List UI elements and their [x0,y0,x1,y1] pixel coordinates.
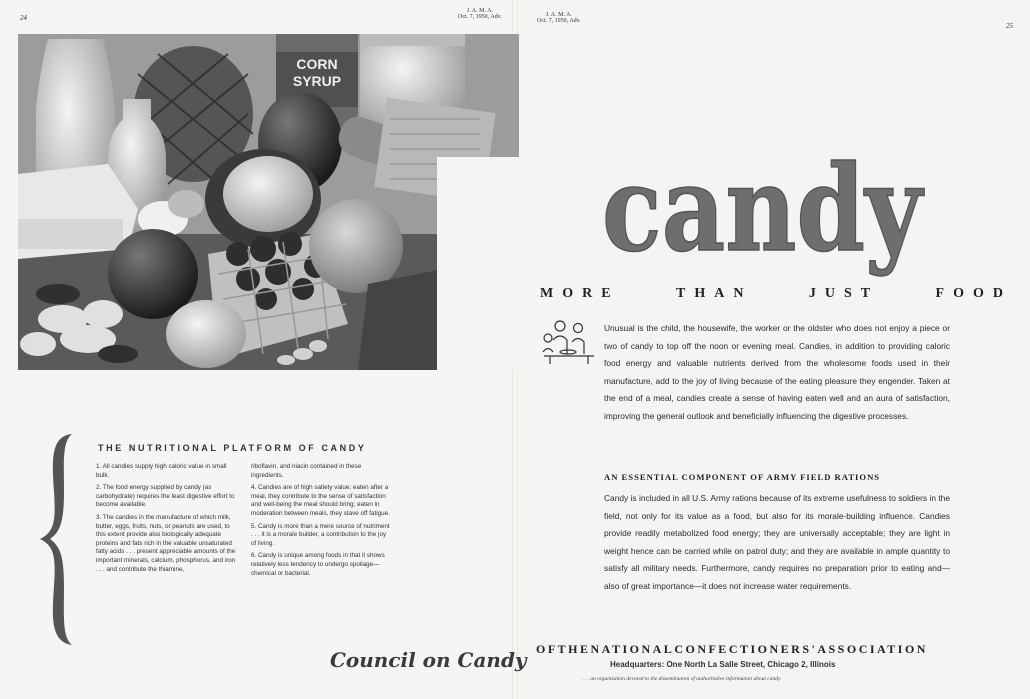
nutritional-point: 4. Candies are of high satiety value; eaten after a meal, they contribute to the sense of satisfaction and well-being the meal should bring; eaten in moderation between meals, they stave off fatigue. [251,484,390,517]
army-rations-heading: AN ESSENTIAL COMPONENT OF ARMY FIELD RATIONS [604,472,881,482]
jar-label-line1: CORN [296,56,338,72]
journal-date: Oct. 7, 1950, Adv. [537,18,581,24]
nutritional-point: 5. Candy is more than a mere source of nutriment . . . it is a morale builder, a contribution to the joy of living. [251,522,390,547]
candy-headline [600,139,930,278]
army-rations-paragraph: Candy is included in all U.S. Army rations because of its extreme usefulness to soldiers in the field, not only for its value as a food, but also for its morale-building influence. Candies provide readily metabolized food energy; they are universally acceptable; they are light in weight hence can be carried while on patrol duty; and they are available in ample quantity to satisfy all military needs. Furthermore, candy requires no preparation prior to eating and—also of great importance—it does not increase water requirements. [604,493,950,591]
nutritional-point: 6. Candy is unique among foods in that it shows relatively less tendency to undergo spoilage—chemical or bacterial. [251,552,385,577]
journal-name: J. A. M. A. [545,12,572,18]
family-dinner-illustration [540,318,598,368]
nutritional-point: riboflavin, and niacin contained in these ingredients. [251,463,362,479]
council-on-candy-logo: Council on Candy [330,648,527,672]
journal-date: Oct. 7, 1950, Adv. [458,14,502,20]
orange [309,199,403,293]
association-word: ASSOCIATION [817,642,928,656]
tagline-word: MORE [540,286,620,301]
association-word: CONFECTIONERS' [674,642,818,656]
tagline-word: JUST [808,286,880,301]
nutritional-column-left [96,463,236,578]
journal-name: J. A. M. A. [466,8,493,14]
association-word: OF [536,642,558,656]
nutritional-point: 3. The candies in the manufacture of which milk, butter, eggs, fruits, nuts, or peanuts are used, to this extent provide also biologically adequate proteins and fats rich in the valuable unsaturated fatty acids . . . present appreciable amounts of the important minerals, calcium, phosphorus, and iron . . . and contribute the thiamine, [96,513,236,573]
curly-brace-ornament [36,432,76,647]
association-word: NATIONAL [590,642,675,656]
journal-header-left [458,8,502,20]
nutritional-point: 2. The food energy supplied by candy (as carbohydrate) requires the least digestive effort to become available. [96,484,235,509]
tagline [540,286,1012,302]
organization-note: . . . an organization devoted to the dissemination of authoritative information about candy. [582,676,782,682]
right-page-number: 25 [1006,22,1013,30]
candy-headline-text: candy [602,139,925,278]
left-page-number: 24 [20,14,27,22]
nutritional-column-right [251,463,391,582]
tagline-word: FOOD [935,286,1012,301]
association-name [536,642,926,657]
layout-notch [437,157,519,370]
intro-paragraph: Unusual is the child, the housewife, the worker or the oldster who does not enjoy a piece or two of candy to top off the noon or evening meal. Candies, in addition to providing caloric food energy and valuable nutrients derived from the wholesome foods used in their manufacture, add to the joy of living because of the eating pleasure they engender. Taken at the end of a meal, candies create a sense of having eaten well and an aura of satisfaction, improving the general outlook and beneficially influencing the digestive processes. [604,323,950,421]
jar-label-line2: SYRUP [292,73,342,89]
association-word: THE [557,642,591,656]
tagline-word: THAN [675,286,753,301]
nutritional-point: 1. All candies supply high caloric value in small bulk. [96,463,227,479]
journal-header-right [537,12,581,24]
headquarters-address: Headquarters: One North La Salle Street, Chicago 2, Illinois [610,660,836,669]
nutritional-platform-title: THE NUTRITIONAL PLATFORM OF CANDY [98,443,367,453]
lemon [166,300,246,368]
